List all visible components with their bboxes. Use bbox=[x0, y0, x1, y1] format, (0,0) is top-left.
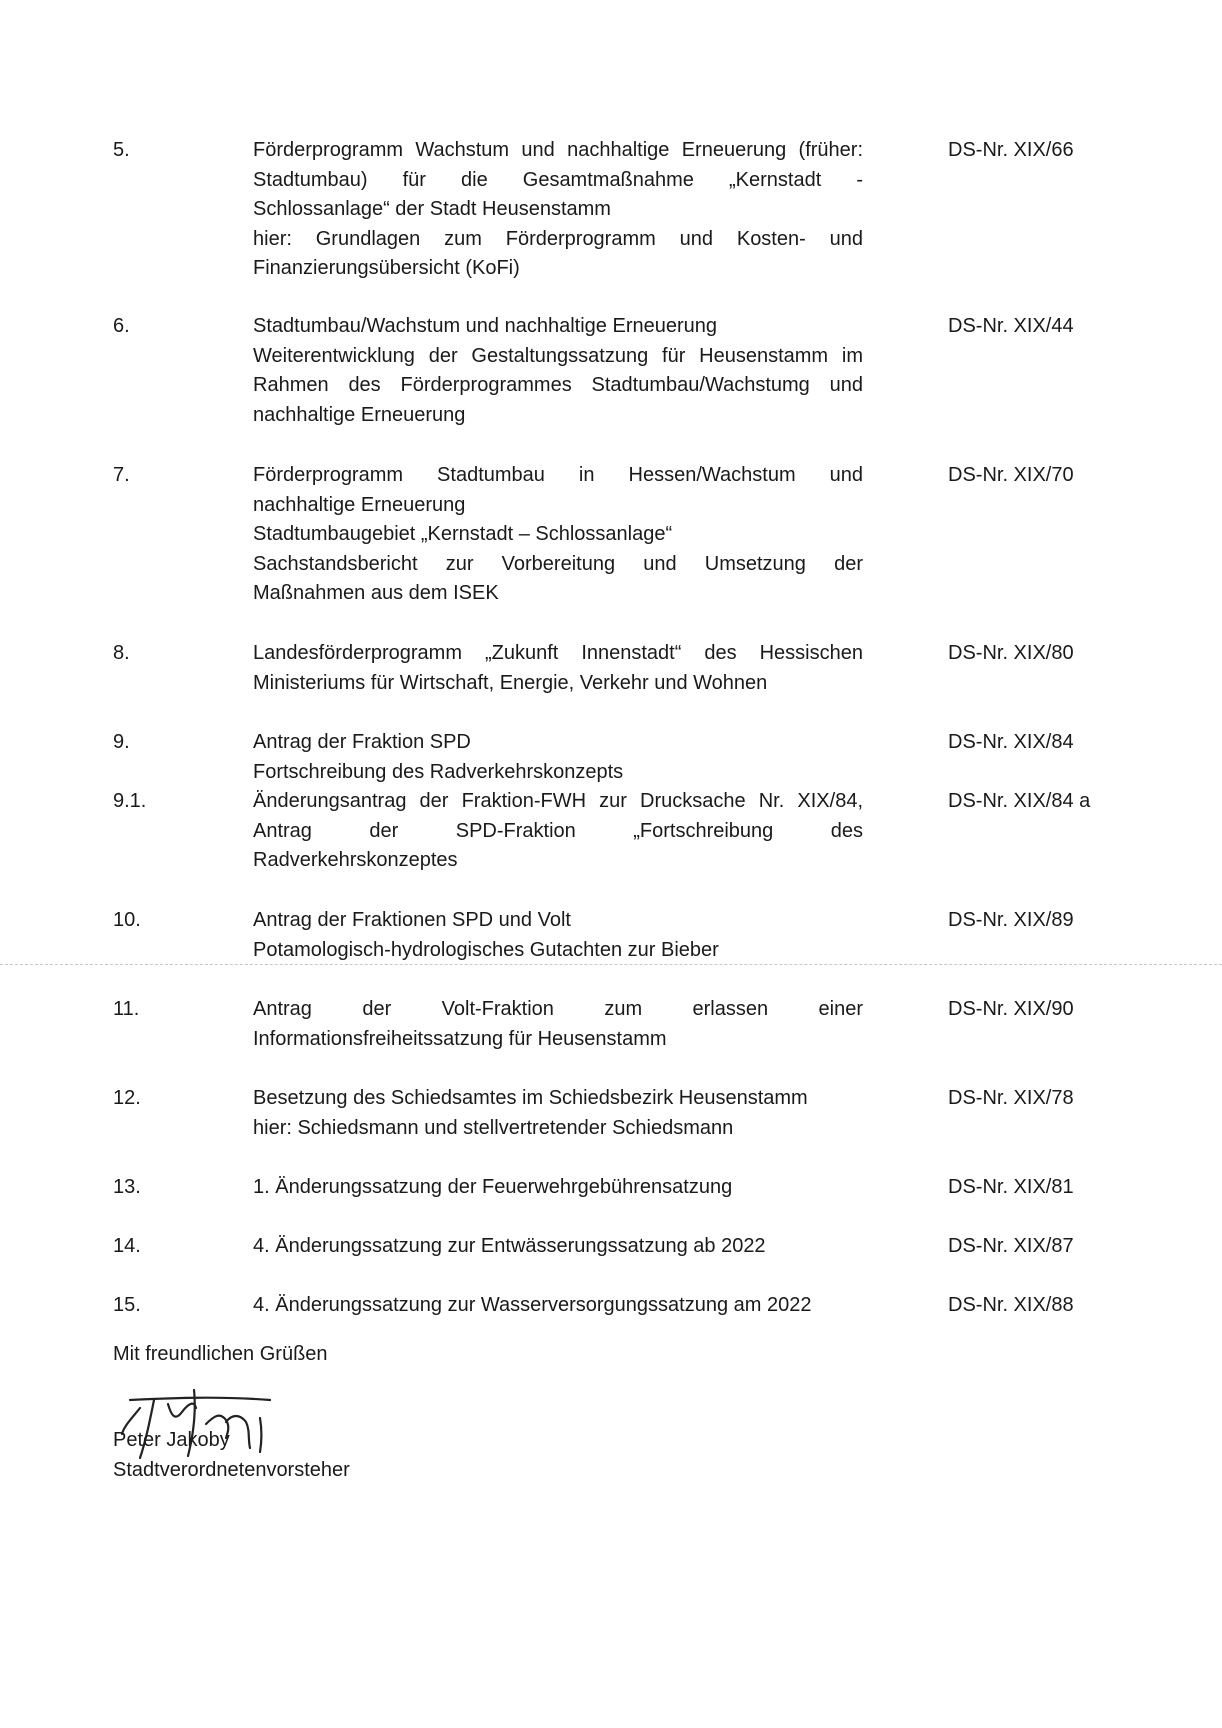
agenda-item-line: Stadtumbau) für die Gesamtmaßnahme „Kernstadt - bbox=[253, 168, 863, 191]
drucksache-number: DS-Nr. XIX/88 bbox=[948, 1294, 1074, 1316]
agenda-item-number: 15. bbox=[113, 1294, 141, 1316]
agenda-item-line: Änderungsantrag der Fraktion-FWH zur Drucksache Nr. XIX/84, bbox=[253, 790, 863, 812]
agenda-item-text bbox=[253, 461, 863, 609]
agenda-item-line: Förderprogramm Wachstum und nachhaltige Erneuerung (früher: bbox=[253, 139, 863, 161]
drucksache-number: DS-Nr. XIX/70 bbox=[948, 464, 1074, 486]
drucksache-number: DS-Nr. XIX/81 bbox=[948, 1176, 1074, 1198]
drucksache-number: DS-Nr. XIX/87 bbox=[948, 1235, 1074, 1257]
agenda-item-number: 6. bbox=[113, 315, 130, 337]
agenda-item-line: Antrag der SPD-Fraktion „Fortschreibung des bbox=[253, 819, 863, 842]
agenda-item-line: 1. Änderungssatzung der Feuerwehrgebührensatzung bbox=[253, 1176, 733, 1198]
agenda-item-number: 5. bbox=[113, 139, 130, 161]
agenda-item-line: Radverkehrskonzeptes bbox=[253, 849, 458, 871]
agenda-item-line: 4. Änderungssatzung zur Wasserversorgungssatzung am 2022 bbox=[253, 1294, 812, 1316]
agenda-item-number: 9.1. bbox=[113, 790, 147, 812]
agenda-item-line: 4. Änderungssatzung zur Entwässerungssatzung ab 2022 bbox=[253, 1235, 766, 1257]
agenda-item-line: Antrag der Volt-Fraktion zum erlassen einer bbox=[253, 998, 863, 1020]
drucksache-number: DS-Nr. XIX/80 bbox=[948, 642, 1074, 664]
drucksache-number: DS-Nr. XIX/78 bbox=[948, 1087, 1074, 1109]
agenda-item-number: 9. bbox=[113, 731, 130, 753]
agenda-item-line: hier: Grundlagen zum Förderprogramm und Kosten- und bbox=[253, 227, 863, 250]
drucksache-number: DS-Nr. XIX/44 bbox=[948, 315, 1074, 337]
drucksache-number: DS-Nr. XIX/84 bbox=[948, 731, 1074, 753]
agenda-item-line: Potamologisch-hydrologisches Gutachten zur Bieber bbox=[253, 938, 719, 961]
agenda-item-line: nachhaltige Erneuerung bbox=[253, 493, 466, 516]
agenda-item-number: 13. bbox=[113, 1176, 141, 1198]
agenda-item-text bbox=[253, 312, 863, 430]
agenda-item-text bbox=[253, 906, 863, 965]
agenda-item-number: 10. bbox=[113, 909, 141, 931]
agenda-item-number: 14. bbox=[113, 1235, 141, 1257]
agenda-item-line: Antrag der Fraktionen SPD und Volt bbox=[253, 909, 571, 931]
agenda-item-line: Finanzierungsübersicht (KoFi) bbox=[253, 257, 520, 279]
agenda-item-line: Förderprogramm Stadtumbau in Hessen/Wachstum und bbox=[253, 464, 863, 486]
drucksache-number: DS-Nr. XIX/84 a bbox=[948, 790, 1091, 812]
closing-greeting: Mit freundlichen Grüßen bbox=[113, 1343, 328, 1365]
agenda-item-text bbox=[253, 1173, 863, 1203]
agenda-item-number: 12. bbox=[113, 1087, 141, 1109]
agenda-item-text bbox=[253, 1232, 863, 1262]
agenda-item-line: hier: Schiedsmann und stellvertretender Schiedsmann bbox=[253, 1116, 734, 1139]
agenda-item-line: Antrag der Fraktion SPD bbox=[253, 731, 471, 753]
agenda-item-number: 7. bbox=[113, 464, 130, 486]
scan-artifact-line bbox=[0, 964, 1222, 965]
agenda-item-line: Rahmen des Förderprogrammes Stadtumbau/Wachstumg und bbox=[253, 374, 863, 396]
agenda-item-number: 11. bbox=[113, 998, 140, 1020]
signatory-title: Stadtverordnetenvorsteher bbox=[113, 1459, 350, 1481]
drucksache-number: DS-Nr. XIX/66 bbox=[948, 139, 1074, 161]
agenda-item-text bbox=[253, 1084, 863, 1143]
agenda-item-line: Besetzung des Schiedsamtes im Schiedsbezirk Heusenstamm bbox=[253, 1087, 808, 1109]
agenda-item-text bbox=[253, 136, 863, 284]
agenda-item-line: Informationsfreiheitssatzung für Heusenstamm bbox=[253, 1027, 667, 1050]
drucksache-number: DS-Nr. XIX/89 bbox=[948, 909, 1074, 931]
agenda-item-line: Stadtumbau/Wachstum und nachhaltige Erneuerung bbox=[253, 315, 717, 337]
agenda-item-text bbox=[253, 639, 863, 698]
drucksache-number: DS-Nr. XIX/90 bbox=[948, 998, 1074, 1020]
agenda-item-text bbox=[253, 995, 863, 1054]
agenda-item-line: nachhaltige Erneuerung bbox=[253, 403, 466, 426]
agenda-item-line: Ministeriums für Wirtschaft, Energie, Verkehr und Wohnen bbox=[253, 671, 768, 694]
agenda-item-line: Maßnahmen aus dem ISEK bbox=[253, 582, 499, 604]
agenda-item-text bbox=[253, 728, 863, 787]
agenda-item-text bbox=[253, 1291, 863, 1321]
agenda-item-line: Landesförderprogramm „Zukunft Innenstadt“ des Hessischen bbox=[253, 642, 863, 664]
agenda-item-line: Weiterentwicklung der Gestaltungssatzung für Heusenstamm im bbox=[253, 344, 863, 367]
agenda-item-line: Stadtumbaugebiet „Kernstadt – Schlossanlage“ bbox=[253, 523, 673, 545]
agenda-item-number: 8. bbox=[113, 642, 130, 664]
agenda-item-line: Fortschreibung des Radverkehrskonzepts bbox=[253, 760, 624, 783]
agenda-item-text bbox=[253, 787, 863, 876]
agenda-item-line: Schlossanlage“ der Stadt Heusenstamm bbox=[253, 198, 611, 220]
agenda-item-line: Sachstandsbericht zur Vorbereitung und Umsetzung der bbox=[253, 552, 863, 575]
signatory-name: Peter Jakoby bbox=[113, 1429, 230, 1451]
